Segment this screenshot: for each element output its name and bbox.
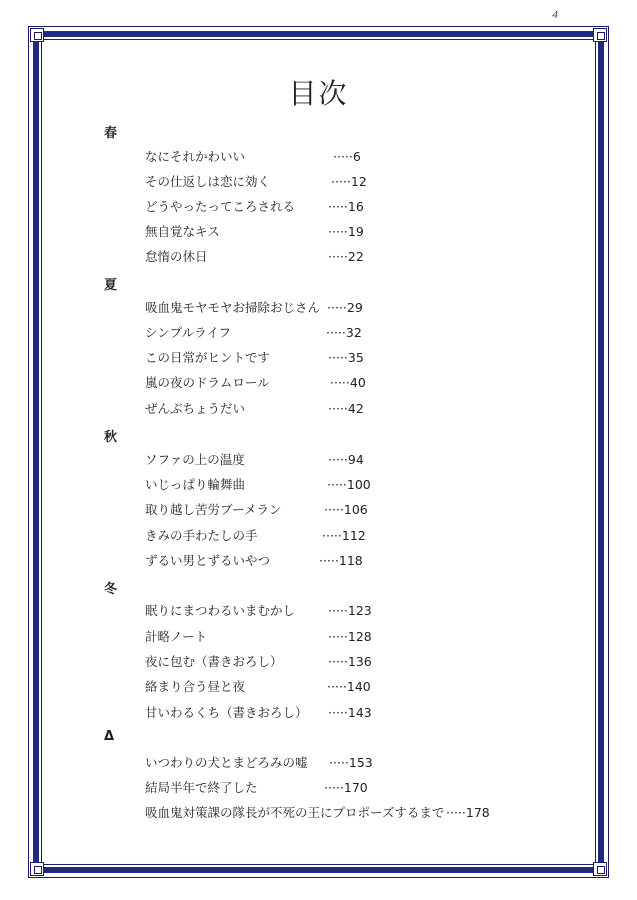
toc-entry-title: 取り越し苦労ブーメラン <box>145 502 282 517</box>
toc-entry-title: きみの手わたしの手 <box>145 528 258 543</box>
page-title: 目次 <box>288 77 349 110</box>
toc-entry-page: ·····40 <box>330 375 366 390</box>
toc-entry-page: ·····19 <box>328 224 364 239</box>
toc-entry-title: ぜんぶちょうだい <box>145 401 246 416</box>
frame-corner-ornament <box>593 862 607 876</box>
toc-entry-title: 結局半年で終了した <box>145 780 258 795</box>
toc-entry-title: いつわりの犬とまどろみの嘘 <box>145 755 308 770</box>
toc-entry-page: ·····143 <box>328 705 372 720</box>
frame-corner-ornament <box>30 862 44 876</box>
frame-corner-ornament <box>593 28 607 42</box>
toc-entry-page: ·····140 <box>327 679 371 694</box>
toc-entry-page: ·····35 <box>328 350 364 365</box>
toc-entry-page: ·····42 <box>328 401 364 416</box>
page-mark: 4 <box>552 10 559 21</box>
frame-corner-ornament <box>30 28 44 42</box>
toc-entry-page: ·····112 <box>322 528 366 543</box>
section-heading: Δ <box>104 729 115 744</box>
toc-entry-title: 吸血鬼対策課の隊長が不死の王にプロポーズするまで <box>145 805 445 820</box>
toc-entry-page: ·····136 <box>328 654 372 669</box>
toc-entry-page: ·····123 <box>328 603 372 618</box>
page-frame-inner <box>41 39 596 865</box>
toc-entry-title: 嵐の夜のドラムロール <box>145 375 270 390</box>
toc-entry-page: ·····106 <box>324 502 368 517</box>
toc-entry-title: なにそれかわいい <box>145 149 246 164</box>
toc-entry-page: ·····153 <box>329 755 373 770</box>
toc-entry-title: 吸血鬼モヤモヤお掃除おじさん <box>145 300 321 315</box>
section-heading: 冬 <box>104 582 118 597</box>
toc-entry-page: ·····100 <box>327 477 371 492</box>
toc-entry-page: ·····178 <box>446 805 490 820</box>
toc-entry-title: 夜に包む（書きおろし） <box>145 654 283 669</box>
toc-entry-title: ずるい男とずるいやつ <box>145 553 271 568</box>
toc-entry-title: どうやったってころされる <box>145 199 296 214</box>
toc-entry-title: 計略ノート <box>145 629 208 644</box>
toc-entry-page: ·····94 <box>328 452 364 467</box>
toc-entry-title: 無自覚なキス <box>145 224 220 239</box>
toc-entry-title: 怠惰の休日 <box>145 249 208 264</box>
toc-entry-title: 眠りにまつわるいまむかし <box>145 603 296 618</box>
toc-entry-title: 甘いわるくち（書きおろし） <box>145 705 308 720</box>
section-heading: 夏 <box>104 278 118 293</box>
toc-entry-page: ·····29 <box>327 300 363 315</box>
section-heading: 秋 <box>104 430 118 445</box>
section-heading: 春 <box>104 126 118 141</box>
toc-entry-page: ·····22 <box>328 249 364 264</box>
toc-entry-page: ·····12 <box>331 174 367 189</box>
toc-entry-title: ソファの上の温度 <box>145 452 245 467</box>
toc-entry-page: ·····170 <box>324 780 368 795</box>
toc-entry-title: 絡まり合う昼と夜 <box>145 679 246 694</box>
toc-entry-page: ·····32 <box>326 325 362 340</box>
toc-entry-title: その仕返しは恋に効く <box>145 174 271 189</box>
toc-entry-page: ·····6 <box>333 149 361 164</box>
toc-entry-title: この日常がヒントです <box>145 350 271 365</box>
toc-entry-title: いじっぱり輪舞曲 <box>145 477 246 492</box>
toc-entry-page: ·····16 <box>328 199 364 214</box>
toc-entry-title: シンプルライフ <box>145 325 231 340</box>
toc-entry-page: ·····128 <box>328 629 372 644</box>
toc-entry-page: ·····118 <box>319 553 363 568</box>
